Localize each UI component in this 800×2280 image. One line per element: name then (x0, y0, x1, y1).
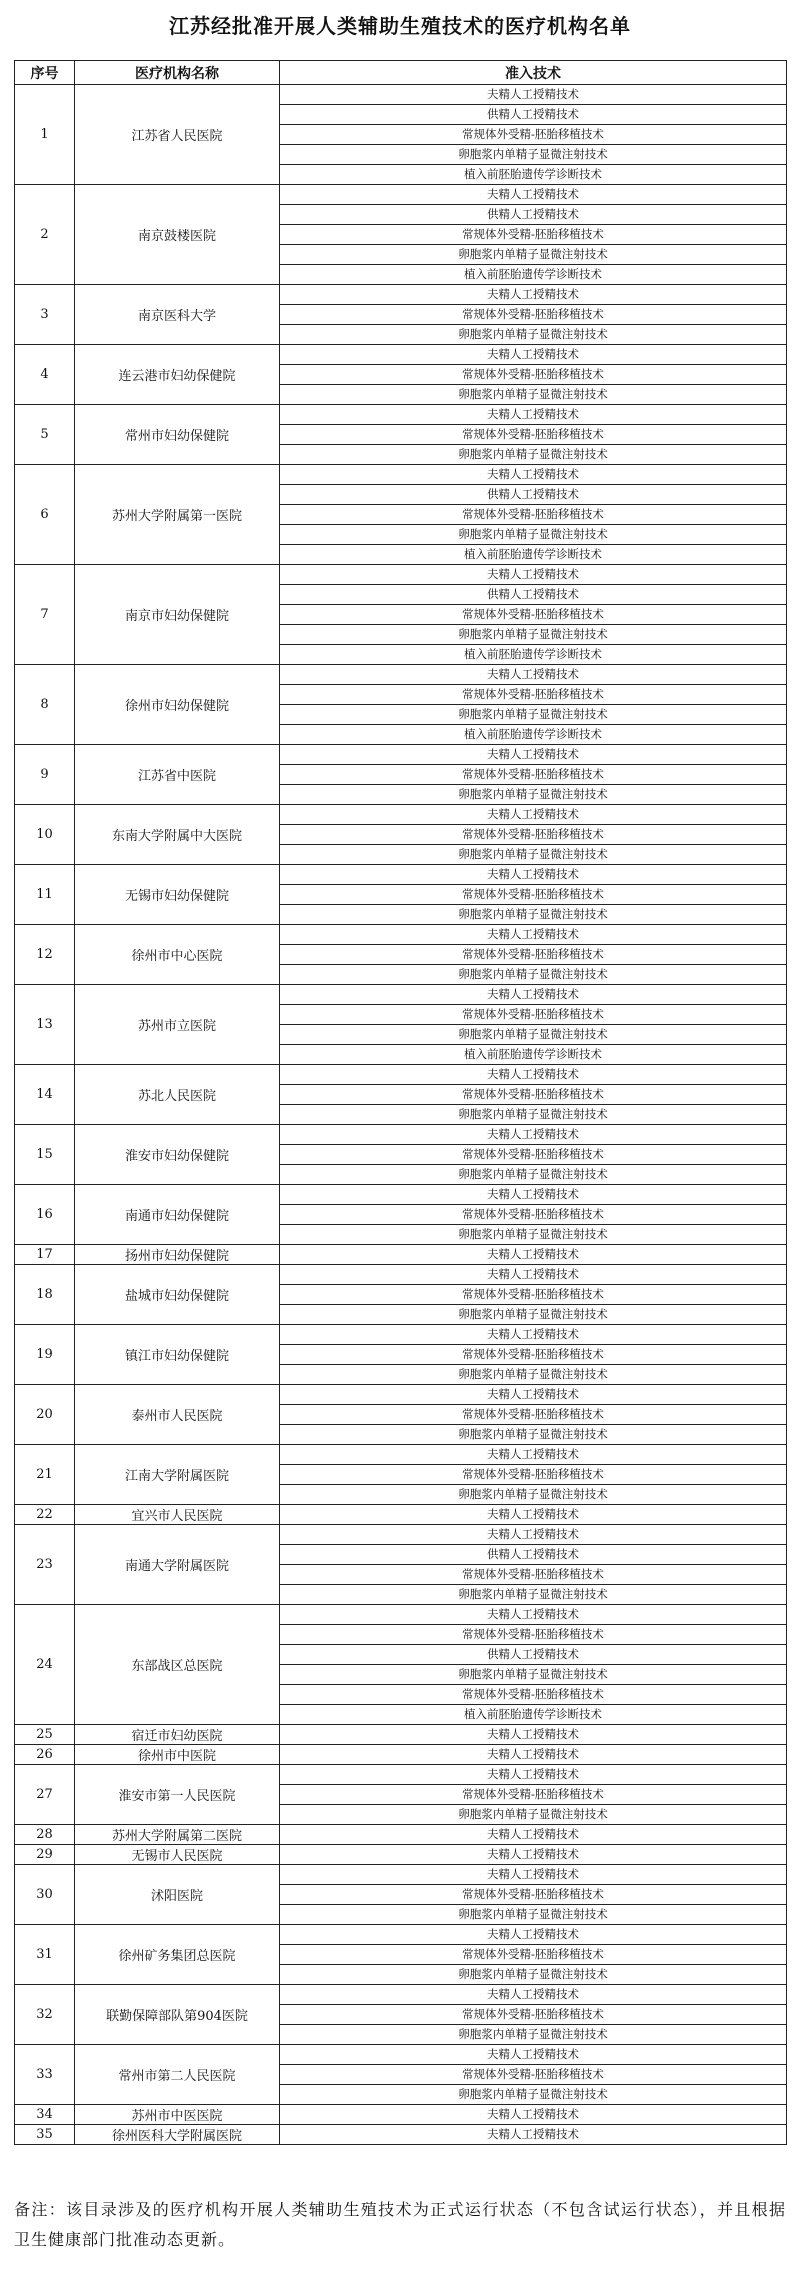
institution-name: 南京鼓楼医院 (75, 185, 280, 285)
institution-name: 江苏省人民医院 (75, 85, 280, 185)
technology-item: 夫精人工授精技术 (280, 1385, 787, 1405)
technology-item: 植入前胚胎遗传学诊断技术 (280, 725, 787, 745)
table-row (15, 2045, 787, 2065)
serial-number: 2 (15, 185, 75, 285)
technology-item: 夫精人工授精技术 (280, 1505, 787, 1525)
table-row (15, 1445, 787, 1465)
technology-item: 常规体外受精-胚胎移植技术 (280, 685, 787, 705)
technology-item: 卵胞浆内单精子显微注射技术 (280, 2025, 787, 2045)
technology-item: 常规体外受精-胚胎移植技术 (280, 2005, 787, 2025)
institution-name: 宜兴市人民医院 (75, 1505, 280, 1525)
serial-number: 6 (15, 465, 75, 565)
serial-number: 23 (15, 1525, 75, 1605)
technology-item: 常规体外受精-胚胎移植技术 (280, 1345, 787, 1365)
technology-item: 常规体外受精-胚胎移植技术 (280, 1565, 787, 1585)
table-row (15, 1825, 787, 1845)
technology-item: 卵胞浆内单精子显微注射技术 (280, 145, 787, 165)
technology-item: 常规体外受精-胚胎移植技术 (280, 825, 787, 845)
institution-name: 徐州矿务集团总医院 (75, 1925, 280, 1985)
technology-item: 卵胞浆内单精子显微注射技术 (280, 1965, 787, 1985)
technology-item: 夫精人工授精技术 (280, 1765, 787, 1785)
serial-number: 27 (15, 1765, 75, 1825)
technology-item: 植入前胚胎遗传学诊断技术 (280, 1045, 787, 1065)
technology-item: 夫精人工授精技术 (280, 85, 787, 105)
institution-name: 淮安市妇幼保健院 (75, 1125, 280, 1185)
serial-number: 7 (15, 565, 75, 665)
institution-name: 东南大学附属中大医院 (75, 805, 280, 865)
institution-name: 连云港市妇幼保健院 (75, 345, 280, 405)
institution-name: 徐州市中心医院 (75, 925, 280, 985)
institution-name: 江苏省中医院 (75, 745, 280, 805)
serial-number: 32 (15, 1985, 75, 2045)
technology-item: 卵胞浆内单精子显微注射技术 (280, 1805, 787, 1825)
technology-item: 常规体外受精-胚胎移植技术 (280, 1685, 787, 1705)
institution-name: 南通市妇幼保健院 (75, 1185, 280, 1245)
technology-item: 卵胞浆内单精子显微注射技术 (280, 1165, 787, 1185)
technology-item: 卵胞浆内单精子显微注射技术 (280, 1485, 787, 1505)
technology-item: 夫精人工授精技术 (280, 1725, 787, 1745)
institution-name: 苏州大学附属第二医院 (75, 1825, 280, 1845)
table-row (15, 1125, 787, 1145)
table-row (15, 1925, 787, 1945)
technology-item: 夫精人工授精技术 (280, 1245, 787, 1265)
technology-item: 夫精人工授精技术 (280, 1325, 787, 1345)
serial-number: 33 (15, 2045, 75, 2105)
technology-item: 夫精人工授精技术 (280, 865, 787, 885)
institution-table (14, 60, 787, 2145)
technology-item: 常规体外受精-胚胎移植技术 (280, 1625, 787, 1645)
technology-item: 植入前胚胎遗传学诊断技术 (280, 1705, 787, 1725)
technology-item: 夫精人工授精技术 (280, 2125, 787, 2145)
table-row (15, 1765, 787, 1785)
technology-item: 夫精人工授精技术 (280, 1845, 787, 1865)
table-row (15, 925, 787, 945)
institution-name: 徐州医科大学附属医院 (75, 2125, 280, 2145)
technology-item: 夫精人工授精技术 (280, 925, 787, 945)
institution-name: 盐城市妇幼保健院 (75, 1265, 280, 1325)
technology-item: 供精人工授精技术 (280, 205, 787, 225)
table-row (15, 1185, 787, 1205)
technology-item: 供精人工授精技术 (280, 485, 787, 505)
serial-number: 11 (15, 865, 75, 925)
technology-item: 夫精人工授精技术 (280, 285, 787, 305)
technology-item: 卵胞浆内单精子显微注射技术 (280, 965, 787, 985)
table-row (15, 1865, 787, 1885)
table-row (15, 85, 787, 105)
institution-name: 联勤保障部队第904医院 (75, 1985, 280, 2045)
table-row (15, 985, 787, 1005)
serial-number: 13 (15, 985, 75, 1065)
technology-item: 常规体外受精-胚胎移植技术 (280, 1205, 787, 1225)
technology-item: 常规体外受精-胚胎移植技术 (280, 1885, 787, 1905)
technology-item: 夫精人工授精技术 (280, 805, 787, 825)
serial-number: 14 (15, 1065, 75, 1125)
table-row (15, 2125, 787, 2145)
technology-item: 卵胞浆内单精子显微注射技术 (280, 1105, 787, 1125)
technology-item: 常规体外受精-胚胎移植技术 (280, 1005, 787, 1025)
serial-number: 30 (15, 1865, 75, 1925)
institution-name: 扬州市妇幼保健院 (75, 1245, 280, 1265)
table-row (15, 805, 787, 825)
header-institution: 医疗机构名称 (75, 61, 280, 85)
serial-number: 34 (15, 2105, 75, 2125)
technology-item: 常规体外受精-胚胎移植技术 (280, 1405, 787, 1425)
technology-item: 夫精人工授精技术 (280, 665, 787, 685)
table-row (15, 405, 787, 425)
serial-number: 15 (15, 1125, 75, 1185)
table-row (15, 745, 787, 765)
technology-item: 卵胞浆内单精子显微注射技术 (280, 1665, 787, 1685)
table-row (15, 345, 787, 365)
technology-item: 夫精人工授精技术 (280, 1605, 787, 1625)
technology-item: 常规体外受精-胚胎移植技术 (280, 1785, 787, 1805)
table-row (15, 285, 787, 305)
technology-item: 卵胞浆内单精子显微注射技术 (280, 845, 787, 865)
serial-number: 22 (15, 1505, 75, 1525)
table-header-row (15, 61, 787, 85)
table-row (15, 1745, 787, 1765)
institution-name: 江南大学附属医院 (75, 1445, 280, 1505)
institution-name: 苏州市中医医院 (75, 2105, 280, 2125)
technology-item: 卵胞浆内单精子显微注射技术 (280, 325, 787, 345)
serial-number: 31 (15, 1925, 75, 1985)
serial-number: 5 (15, 405, 75, 465)
serial-number: 24 (15, 1605, 75, 1725)
technology-item: 植入前胚胎遗传学诊断技术 (280, 165, 787, 185)
institution-name: 苏州市立医院 (75, 985, 280, 1065)
table-row (15, 1725, 787, 1745)
table-row (15, 1325, 787, 1345)
table-row (15, 2105, 787, 2125)
technology-item: 常规体外受精-胚胎移植技术 (280, 425, 787, 445)
technology-item: 卵胞浆内单精子显微注射技术 (280, 1225, 787, 1245)
serial-number: 1 (15, 85, 75, 185)
institution-name: 苏北人民医院 (75, 1065, 280, 1125)
technology-item: 常规体外受精-胚胎移植技术 (280, 2065, 787, 2085)
technology-item: 常规体外受精-胚胎移植技术 (280, 1465, 787, 1485)
technology-item: 夫精人工授精技术 (280, 1445, 787, 1465)
institution-name: 无锡市妇幼保健院 (75, 865, 280, 925)
serial-number: 17 (15, 1245, 75, 1265)
technology-item: 夫精人工授精技术 (280, 185, 787, 205)
technology-item: 卵胞浆内单精子显微注射技术 (280, 1585, 787, 1605)
serial-number: 26 (15, 1745, 75, 1765)
institution-name: 徐州市妇幼保健院 (75, 665, 280, 745)
technology-item: 卵胞浆内单精子显微注射技术 (280, 705, 787, 725)
technology-item: 夫精人工授精技术 (280, 2045, 787, 2065)
table-row (15, 1385, 787, 1405)
table-row (15, 1065, 787, 1085)
institution-name: 无锡市人民医院 (75, 1845, 280, 1865)
page-title: 江苏经批准开展人类辅助生殖技术的医疗机构名单 (169, 14, 631, 38)
table-row (15, 665, 787, 685)
technology-item: 常规体外受精-胚胎移植技术 (280, 605, 787, 625)
technology-item: 常规体外受精-胚胎移植技术 (280, 125, 787, 145)
serial-number: 21 (15, 1445, 75, 1505)
technology-item: 常规体外受精-胚胎移植技术 (280, 945, 787, 965)
serial-number: 20 (15, 1385, 75, 1445)
technology-item: 夫精人工授精技术 (280, 465, 787, 485)
serial-number: 12 (15, 925, 75, 985)
technology-item: 夫精人工授精技术 (280, 1265, 787, 1285)
serial-number: 8 (15, 665, 75, 745)
technology-item: 常规体外受精-胚胎移植技术 (280, 1145, 787, 1165)
institution-name: 常州市妇幼保健院 (75, 405, 280, 465)
technology-item: 常规体外受精-胚胎移植技术 (280, 1945, 787, 1965)
table-row (15, 465, 787, 485)
institution-name: 东部战区总医院 (75, 1605, 280, 1725)
technology-item: 供精人工授精技术 (280, 1645, 787, 1665)
technology-item: 供精人工授精技术 (280, 105, 787, 125)
table-row (15, 1845, 787, 1865)
serial-number: 19 (15, 1325, 75, 1385)
technology-item: 卵胞浆内单精子显微注射技术 (280, 1425, 787, 1445)
technology-item: 常规体外受精-胚胎移植技术 (280, 765, 787, 785)
technology-item: 夫精人工授精技术 (280, 345, 787, 365)
institution-name: 南京市妇幼保健院 (75, 565, 280, 665)
technology-item: 卵胞浆内单精子显微注射技术 (280, 625, 787, 645)
technology-item: 夫精人工授精技术 (280, 1525, 787, 1545)
technology-item: 卵胞浆内单精子显微注射技术 (280, 1905, 787, 1925)
technology-item: 常规体外受精-胚胎移植技术 (280, 1085, 787, 1105)
technology-item: 常规体外受精-胚胎移植技术 (280, 1285, 787, 1305)
technology-item: 常规体外受精-胚胎移植技术 (280, 305, 787, 325)
institution-name: 徐州市中医院 (75, 1745, 280, 1765)
technology-item: 供精人工授精技术 (280, 1545, 787, 1565)
technology-item: 夫精人工授精技术 (280, 985, 787, 1005)
header-technology: 准入技术 (280, 61, 787, 85)
institution-name: 南通大学附属医院 (75, 1525, 280, 1605)
technology-item: 卵胞浆内单精子显微注射技术 (280, 785, 787, 805)
table-row (15, 1525, 787, 1545)
serial-number: 35 (15, 2125, 75, 2145)
serial-number: 3 (15, 285, 75, 345)
table-row (15, 1605, 787, 1625)
institution-name: 镇江市妇幼保健院 (75, 1325, 280, 1385)
technology-item: 夫精人工授精技术 (280, 1745, 787, 1765)
technology-item: 夫精人工授精技术 (280, 1985, 787, 2005)
technology-item: 夫精人工授精技术 (280, 1825, 787, 1845)
institution-name: 常州市第二人民医院 (75, 2045, 280, 2105)
technology-item: 夫精人工授精技术 (280, 1065, 787, 1085)
technology-item: 卵胞浆内单精子显微注射技术 (280, 445, 787, 465)
technology-item: 常规体外受精-胚胎移植技术 (280, 225, 787, 245)
technology-item: 夫精人工授精技术 (280, 1185, 787, 1205)
serial-number: 10 (15, 805, 75, 865)
institution-name: 沭阳医院 (75, 1865, 280, 1925)
footnote: 备注：该目录涉及的医疗机构开展人类辅助生殖技术为正式运行状态（不包含试运行状态），并且根据卫生健康部门批准动态更新。 (14, 2200, 786, 2249)
technology-item: 植入前胚胎遗传学诊断技术 (280, 265, 787, 285)
institution-name: 宿迁市妇幼医院 (75, 1725, 280, 1745)
technology-item: 常规体外受精-胚胎移植技术 (280, 885, 787, 905)
technology-item: 夫精人工授精技术 (280, 1865, 787, 1885)
technology-item: 夫精人工授精技术 (280, 745, 787, 765)
technology-item: 常规体外受精-胚胎移植技术 (280, 365, 787, 385)
technology-item: 卵胞浆内单精子显微注射技术 (280, 1305, 787, 1325)
table-row (15, 565, 787, 585)
serial-number: 18 (15, 1265, 75, 1325)
serial-number: 29 (15, 1845, 75, 1865)
serial-number: 25 (15, 1725, 75, 1745)
technology-item: 夫精人工授精技术 (280, 1125, 787, 1145)
technology-item: 植入前胚胎遗传学诊断技术 (280, 545, 787, 565)
table-row (15, 1505, 787, 1525)
technology-item: 卵胞浆内单精子显微注射技术 (280, 1025, 787, 1045)
table-row (15, 865, 787, 885)
table-row (15, 185, 787, 205)
serial-number: 9 (15, 745, 75, 805)
header-serial: 序号 (15, 61, 75, 85)
technology-item: 常规体外受精-胚胎移植技术 (280, 505, 787, 525)
table-row (15, 1245, 787, 1265)
technology-item: 卵胞浆内单精子显微注射技术 (280, 385, 787, 405)
table-row (15, 1265, 787, 1285)
institution-name: 泰州市人民医院 (75, 1385, 280, 1445)
technology-item: 卵胞浆内单精子显微注射技术 (280, 525, 787, 545)
technology-item: 夫精人工授精技术 (280, 2105, 787, 2125)
technology-item: 夫精人工授精技术 (280, 565, 787, 585)
technology-item: 夫精人工授精技术 (280, 1925, 787, 1945)
serial-number: 28 (15, 1825, 75, 1845)
institution-name: 苏州大学附属第一医院 (75, 465, 280, 565)
serial-number: 16 (15, 1185, 75, 1245)
technology-item: 植入前胚胎遗传学诊断技术 (280, 645, 787, 665)
institution-name: 南京医科大学 (75, 285, 280, 345)
technology-item: 卵胞浆内单精子显微注射技术 (280, 905, 787, 925)
technology-item: 卵胞浆内单精子显微注射技术 (280, 1365, 787, 1385)
institution-name: 淮安市第一人民医院 (75, 1765, 280, 1825)
serial-number: 4 (15, 345, 75, 405)
table-row (15, 1985, 787, 2005)
technology-item: 卵胞浆内单精子显微注射技术 (280, 245, 787, 265)
technology-item: 夫精人工授精技术 (280, 405, 787, 425)
technology-item: 供精人工授精技术 (280, 585, 787, 605)
technology-item: 卵胞浆内单精子显微注射技术 (280, 2085, 787, 2105)
